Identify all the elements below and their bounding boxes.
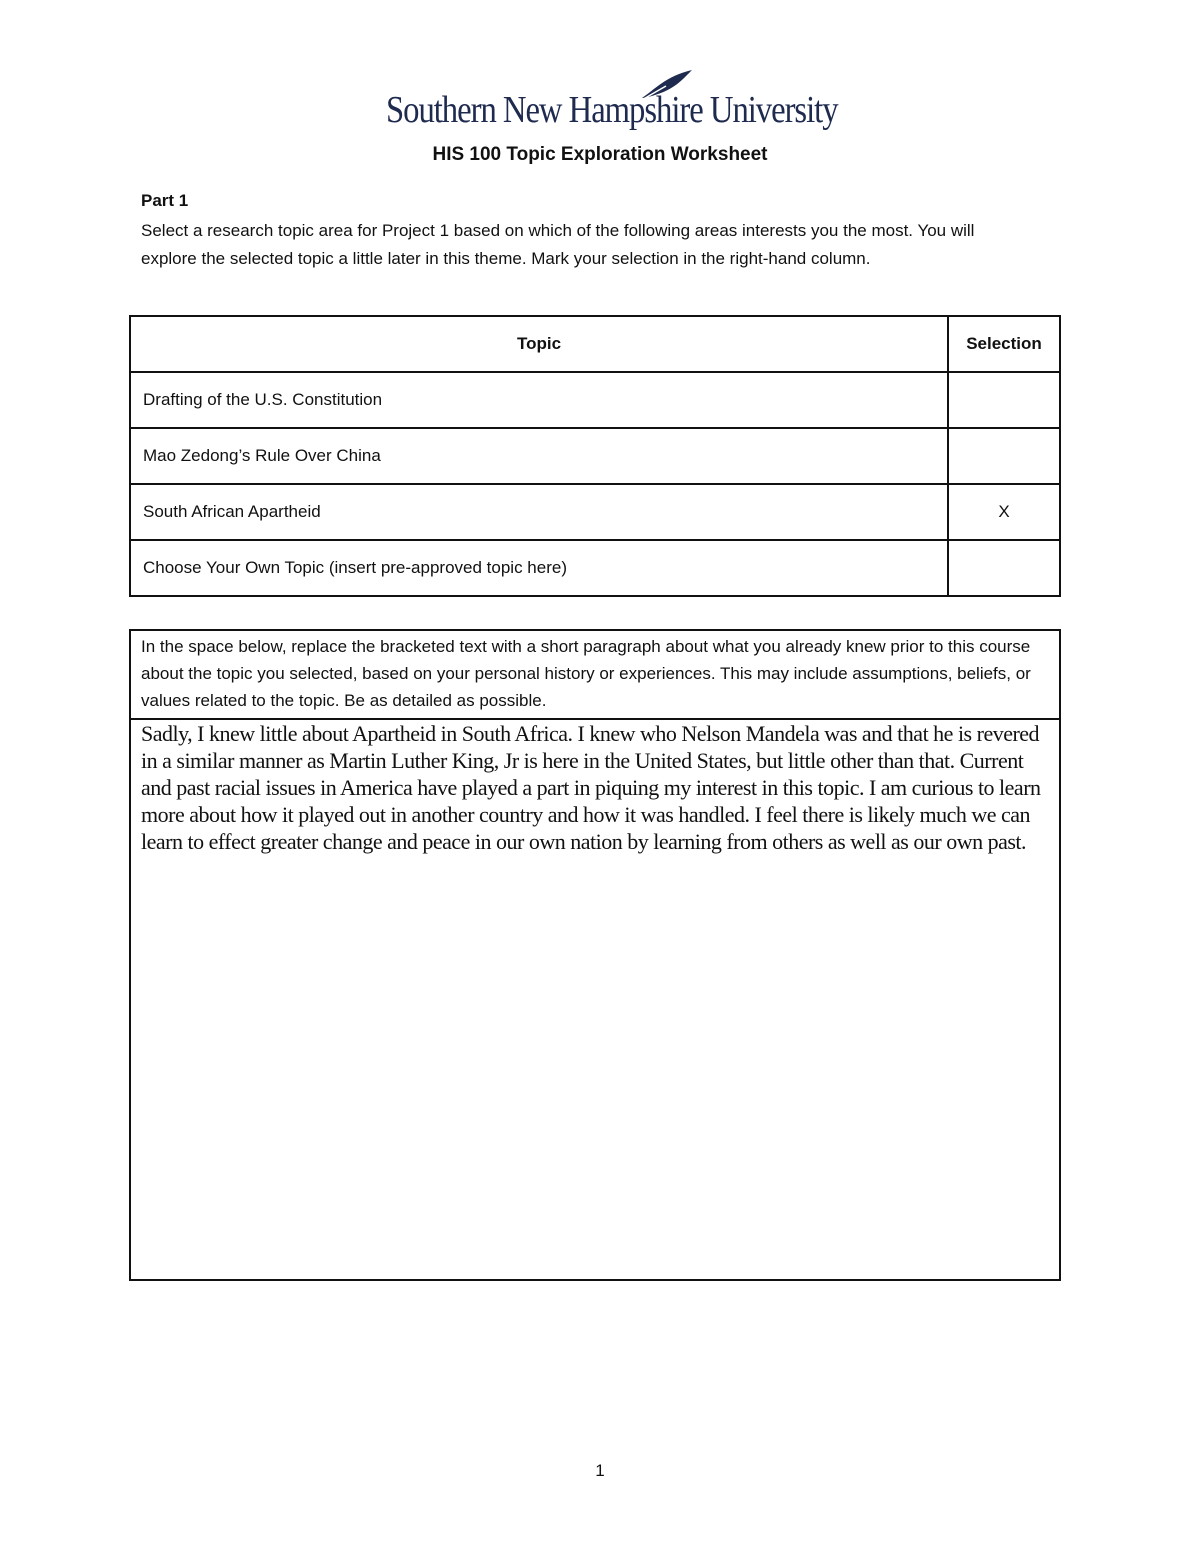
topic-column-header: Topic xyxy=(130,316,948,372)
selection-cell[interactable] xyxy=(948,372,1060,428)
page-title: HIS 100 Topic Exploration Worksheet xyxy=(432,144,768,165)
university-logo xyxy=(386,68,838,138)
table-row xyxy=(130,540,1060,596)
reflection-response[interactable]: Sadly, I knew little about Apartheid in South Africa. I knew who Nelson Mandela was and that he is revered in a similar manner as Martin Luther King, Jr is here in the United States, but little other than that. Current and past racial issues in America have played a part in piquing my interest in this topic. I am curious to learn more about how it played out in another country and how it was handled. I feel there is likely much we can learn to effect greater change and peace in our own nation by learning from others as well as our own past. xyxy=(141,721,1041,854)
table-header-row xyxy=(130,316,1060,372)
page-number: 1 xyxy=(595,1461,605,1480)
topic-cell: Drafting of the U.S. Constitution xyxy=(130,372,948,428)
topic-table xyxy=(129,315,1061,597)
reflection-prompt: In the space below, replace the bracketed text with a short paragraph about what you already knew prior to this course about the topic you selected, based on your personal history or experiences. This may include assumptions, beliefs, or values related to the topic. Be as detailed as possible. xyxy=(131,631,1059,720)
topic-cell: Choose Your Own Topic (insert pre-approved topic here) xyxy=(130,540,948,596)
table-row xyxy=(130,428,1060,484)
selection-cell[interactable] xyxy=(948,540,1060,596)
logo-wordmark: Southern New Hampshire University xyxy=(386,89,838,131)
selection-column-header: Selection xyxy=(948,316,1060,372)
topic-cell: South African Apartheid xyxy=(130,484,948,540)
part-heading: Part 1 xyxy=(141,191,189,210)
reflection-box xyxy=(129,629,1061,1281)
table-row xyxy=(130,484,1060,540)
selection-cell[interactable] xyxy=(948,428,1060,484)
selection-cell[interactable]: X xyxy=(948,484,1060,540)
intro-paragraph: Select a research topic area for Project 1 based on which of the following areas interests you the most. You will explore the selected topic a little later in this theme. Mark your selection in the right-hand column. xyxy=(141,221,975,268)
topic-cell: Mao Zedong’s Rule Over China xyxy=(130,428,948,484)
table-row xyxy=(130,372,1060,428)
